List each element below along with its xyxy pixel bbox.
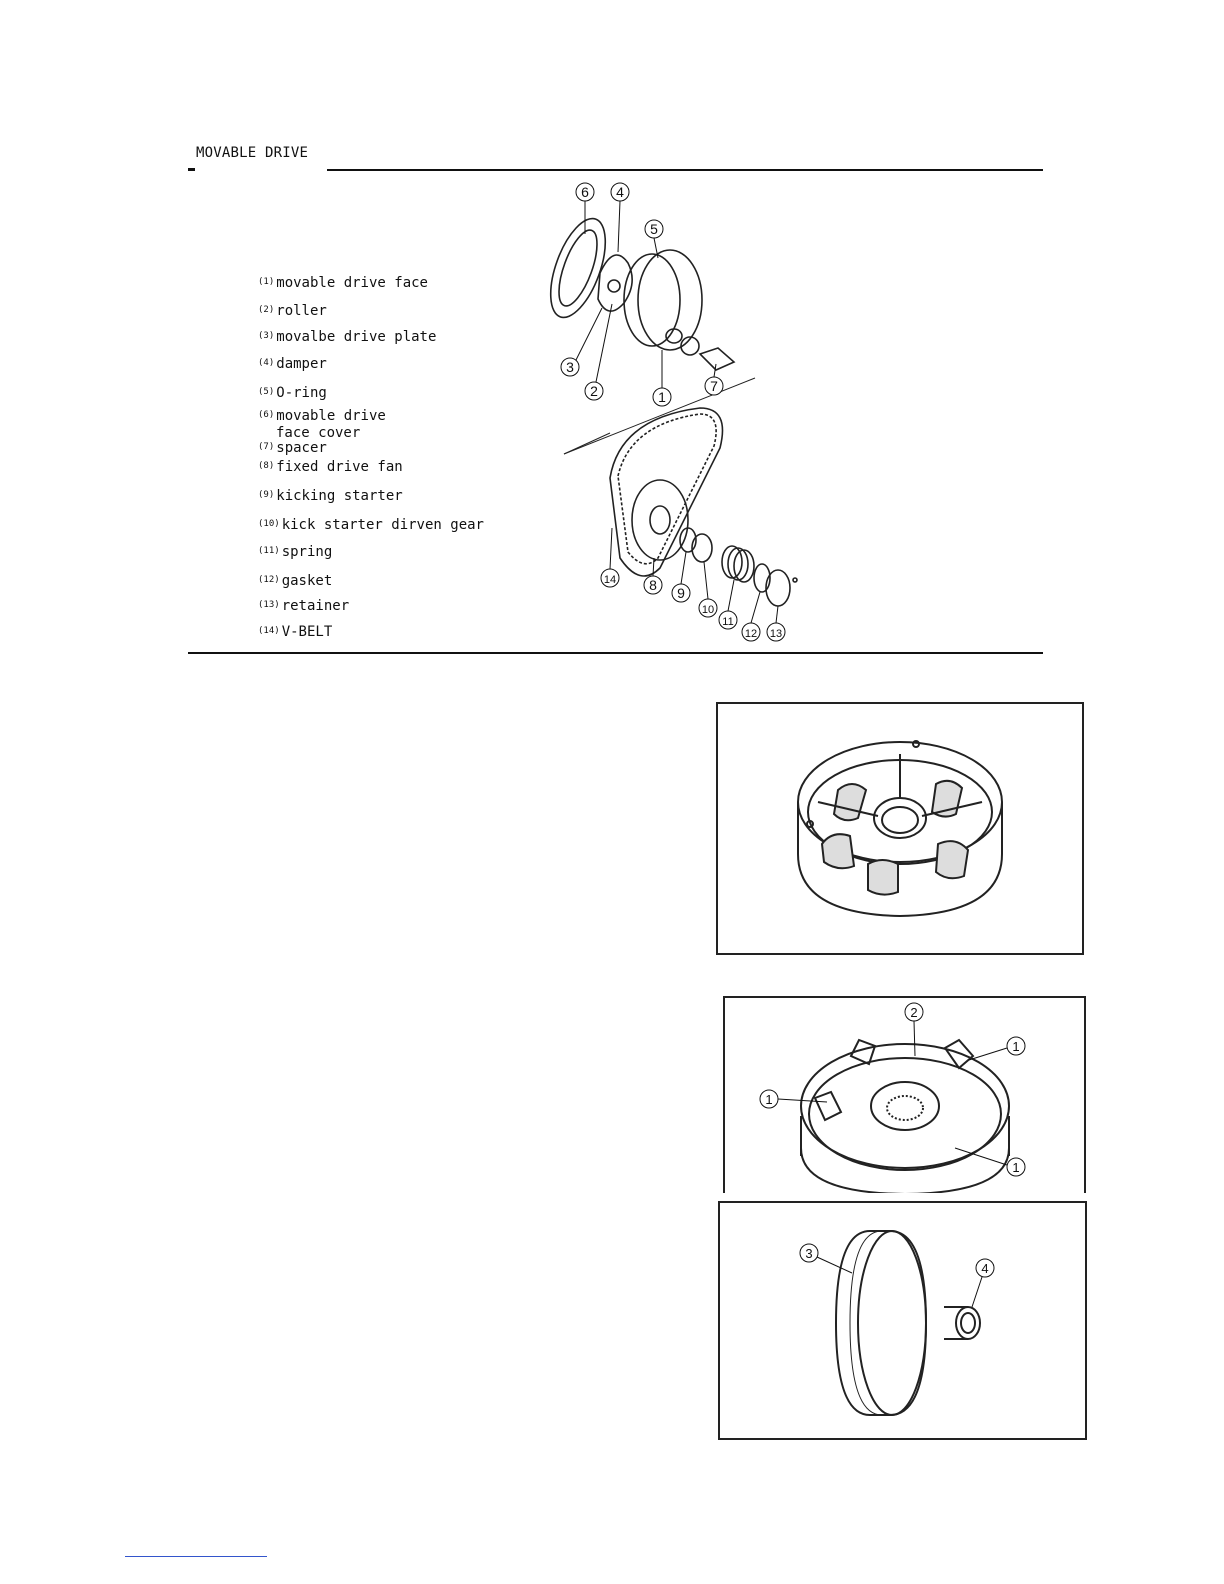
- spacer-part: [700, 348, 734, 370]
- callout-1: [955, 1148, 1025, 1176]
- svg-text:4: 4: [616, 184, 624, 200]
- svg-text:1: 1: [1012, 1039, 1020, 1054]
- callout-3: [561, 308, 602, 376]
- footnote-separator: [125, 1556, 267, 1557]
- svg-text:1: 1: [765, 1092, 773, 1107]
- svg-text:6: 6: [581, 184, 589, 200]
- legend-item: $^{(5)}$ O-ring: [258, 385, 327, 401]
- callout-10: [699, 562, 717, 617]
- legend-item: $^{(3)}$ movalbe drive plate: [258, 329, 437, 345]
- drive-face-empty-drawing: [725, 998, 1084, 1193]
- callout-9: [672, 552, 690, 602]
- legend-item: $^{(11)}$ spring: [258, 544, 333, 560]
- top-rule: [327, 169, 1043, 171]
- legend-item: $^{(10)}$ kick starter dirven gear: [258, 517, 484, 533]
- svg-text:2: 2: [590, 383, 598, 399]
- callout-1: [653, 350, 671, 406]
- figure-drive-face-side: [718, 1201, 1087, 1440]
- svg-text:1: 1: [658, 389, 666, 405]
- callout-13: [767, 606, 785, 641]
- legend-item: $^{(14)}$ V-BELT: [258, 624, 333, 640]
- svg-text:5: 5: [650, 221, 658, 237]
- callout-2: [585, 304, 612, 400]
- bottom-rule: [188, 652, 1043, 654]
- legend-item: $^{(12)}$ gasket: [258, 573, 333, 589]
- legend-item: $^{(9)}$ kicking starter: [258, 488, 403, 504]
- drive-face-side-drawing: [720, 1203, 1085, 1438]
- drive-face-rollers-drawing: [718, 704, 1082, 953]
- callout-12: [742, 592, 760, 641]
- svg-text:3: 3: [805, 1246, 813, 1261]
- callout-14: [601, 528, 619, 587]
- face-cover-part: [540, 212, 616, 325]
- svg-text:7: 7: [710, 378, 718, 394]
- svg-text:13: 13: [769, 628, 783, 640]
- legend-item: face cover: [276, 425, 361, 441]
- figure-drive-face-rollers: [716, 702, 1084, 955]
- callout-2: [905, 1003, 923, 1056]
- exploded-diagram: [540, 178, 820, 648]
- legend-item: $^{(1)}$ movable drive face: [258, 275, 428, 291]
- legend-item: $^{(13)}$ retainer: [258, 598, 350, 614]
- svg-text:1: 1: [1012, 1160, 1020, 1175]
- svg-text:10: 10: [701, 604, 715, 616]
- callout-4: [611, 183, 629, 252]
- svg-text:8: 8: [649, 577, 657, 593]
- figure-drive-face-empty: [723, 996, 1086, 1193]
- callout-4: [972, 1259, 994, 1307]
- svg-text:12: 12: [744, 628, 758, 640]
- svg-text:3: 3: [566, 359, 574, 375]
- legend-item: $^{(6)}$ movable drive: [258, 408, 386, 424]
- legend-item: $^{(8)}$ fixed drive fan: [258, 459, 403, 475]
- legend-item: $^{(2)}$ roller: [258, 303, 327, 319]
- drive-fan-part: [632, 480, 688, 560]
- section-title: MOVABLE DRIVE: [196, 145, 309, 161]
- title-tick: [188, 168, 195, 171]
- svg-text:2: 2: [910, 1005, 918, 1020]
- callout-3: [800, 1244, 852, 1273]
- svg-text:11: 11: [722, 616, 734, 628]
- legend-item: $^{(4)}$ damper: [258, 356, 327, 372]
- v-belt-part: [610, 408, 723, 576]
- svg-text:4: 4: [981, 1261, 989, 1276]
- svg-text:9: 9: [677, 585, 685, 601]
- callout-11: [719, 580, 737, 629]
- svg-text:14: 14: [603, 574, 617, 586]
- legend-item: $^{(7)}$ spacer: [258, 440, 327, 456]
- callout-1: [969, 1037, 1025, 1060]
